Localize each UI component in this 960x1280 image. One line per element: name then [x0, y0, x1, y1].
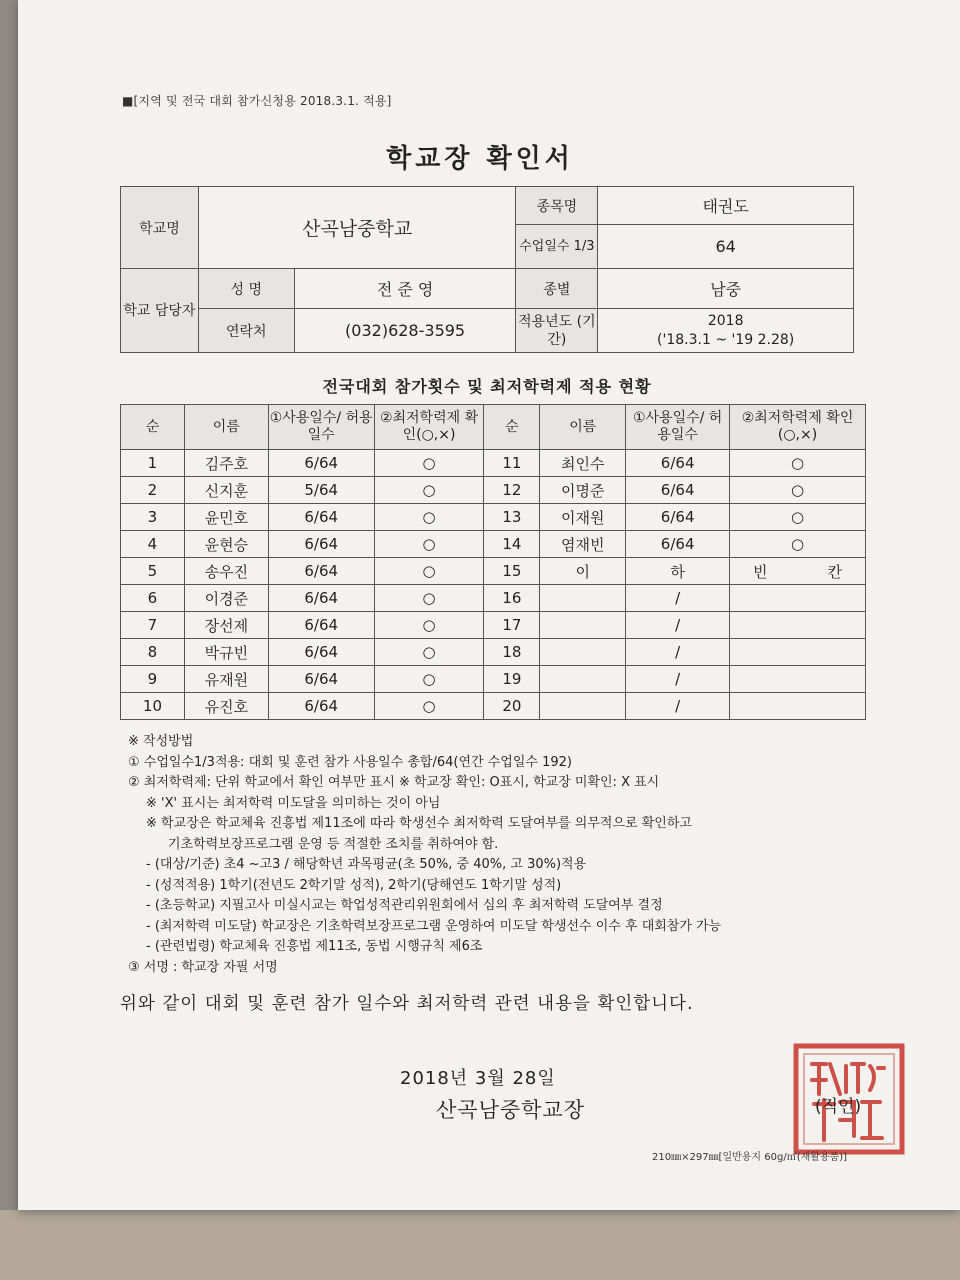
- note-line: - (대상/기준) 초4 ~고3 / 해당학년 과목평균(초 50%, 중 40%, 고 30%)적용: [146, 857, 587, 872]
- student-name: 박규빈: [184, 639, 268, 666]
- note-line: - (최저학력 미도달) 학교장은 기초학력보장프로그램 운영하여 미도달 학생선수 이수 후 대회참가 가능: [146, 918, 722, 934]
- note-line: ① 수업일수1/3적용: 대회 및 훈련 참가 사용일수 총합/64(연간 수업일수 192): [128, 754, 572, 770]
- school-name-label: 학교명: [121, 187, 199, 269]
- confirm-mark: ○: [374, 585, 484, 612]
- note-line: - (성적적용) 1학기(전년도 2학기말 성적), 2학기(당해연도 1학기말 성적): [146, 877, 562, 893]
- instructions: [128, 732, 888, 978]
- used-days: 6/64: [626, 504, 730, 531]
- staff-name: 전 준 영: [294, 269, 516, 309]
- row-no: 9: [121, 666, 185, 693]
- row-no: 4: [121, 531, 185, 558]
- table-row: [121, 585, 866, 612]
- note-line: ② 최저학력제: 단위 학교에서 확인 여부만 표시 ※ 학교장 확인: O표시, 학교장 미확인: X 표시: [128, 775, 660, 790]
- student-name: 유진호: [184, 693, 268, 720]
- confirm-mark: ○: [374, 639, 484, 666]
- row-no: 7: [121, 612, 185, 639]
- table-row: [121, 639, 866, 666]
- used-days: 6/64: [626, 450, 730, 477]
- student-name: [540, 666, 626, 693]
- confirm-mark: [730, 666, 866, 693]
- row-no: 8: [121, 639, 185, 666]
- table-row: [121, 477, 866, 504]
- note-line: - (초등학교) 지필고사 미실시교는 학업성적관리위원회에서 심의 후 최저학력 도달여부 결정: [146, 898, 663, 913]
- table-row: [121, 531, 866, 558]
- student-name: 김주호: [184, 450, 268, 477]
- row-no: 17: [484, 612, 540, 639]
- row-no: 2: [121, 477, 185, 504]
- gender-label: 종별: [516, 269, 598, 309]
- used-days: 6/64: [268, 585, 374, 612]
- row-no: 16: [484, 585, 540, 612]
- student-name: [540, 693, 626, 720]
- note-line: ※ 작성방법: [128, 734, 194, 749]
- confirm-mark: ○: [374, 558, 484, 585]
- roster-title: 전국대회 참가횟수 및 최저학력제 적용 현황: [322, 377, 652, 396]
- note-line: - (관련법령) 학교체육 진흥법 제11조, 동법 시행규칙 제6조: [146, 939, 483, 954]
- row-no: 13: [484, 504, 540, 531]
- student-name: [540, 639, 626, 666]
- confirm-mark: ○: [730, 477, 866, 504]
- used-days: 6/64: [268, 504, 374, 531]
- used-days: 6/64: [268, 558, 374, 585]
- confirm-mark: [730, 612, 866, 639]
- year-cell: [598, 309, 854, 353]
- school-info-table: [120, 186, 854, 353]
- school-days-value: 64: [598, 225, 854, 269]
- row-no: 12: [484, 477, 540, 504]
- confirm-mark: [730, 693, 866, 720]
- blank-note-char: 칸: [827, 562, 843, 581]
- confirm-mark: ○: [730, 531, 866, 558]
- period-value: ('18.3.1 ~ '19 2.28): [657, 331, 795, 348]
- table-row: [121, 612, 866, 639]
- used-days: 6/64: [626, 531, 730, 558]
- used-days: 6/64: [268, 612, 374, 639]
- staff-contact-label: 연락처: [198, 309, 294, 353]
- confirm-mark: ○: [730, 504, 866, 531]
- staff-contact: (032)628-3595: [294, 309, 516, 353]
- used-days: /: [626, 639, 730, 666]
- header-days-right: ①사용일수/ 허용일수: [626, 405, 730, 450]
- event-label: 종목명: [516, 187, 598, 225]
- row-no: 19: [484, 666, 540, 693]
- note-line: ※ 'X' 표시는 최저학력 미도달을 의미하는 것이 아님: [146, 795, 441, 811]
- table-row: [121, 666, 866, 693]
- used-days: 6/64: [268, 693, 374, 720]
- header-no-left: 순: [121, 405, 185, 450]
- used-days: 6/64: [268, 639, 374, 666]
- note-line: ③ 서명 : 학교장 자필 서명: [128, 959, 278, 975]
- gender-value: 남중: [598, 269, 854, 309]
- used-days: 5/64: [268, 477, 374, 504]
- confirm-mark: [730, 558, 866, 585]
- blank-note-char: 빈: [753, 562, 768, 581]
- student-name: 유재원: [184, 666, 268, 693]
- note-line: ※ 학교장은 학교체육 진흥법 제11조에 따라 학생선수 최저학력 도달여부를 의무적으로 확인하고: [146, 816, 692, 831]
- year-value: 2018: [707, 312, 744, 329]
- student-name: [540, 585, 626, 612]
- student-name: 송우진: [184, 558, 268, 585]
- used-days: /: [626, 612, 730, 639]
- school-name: 산곡남중학교: [198, 187, 516, 269]
- confirm-mark: ○: [374, 504, 484, 531]
- confirm-mark: ○: [374, 693, 484, 720]
- confirm-mark: ○: [374, 450, 484, 477]
- year-label: 적용년도 (기간): [516, 309, 598, 353]
- used-days: 6/64: [268, 531, 374, 558]
- document-date: 2018년 3월 28일: [400, 1068, 556, 1089]
- used-days: 6/64: [268, 450, 374, 477]
- table-row: [121, 693, 866, 720]
- used-days: /: [626, 666, 730, 693]
- student-name: 이재원: [540, 504, 626, 531]
- roster-table: [120, 404, 866, 720]
- header-note: ■[지역 및 전국 대회 참가신청용 2018.3.1. 적용]: [122, 94, 392, 108]
- note-line: 기초학력보장프로그램 운영 등 적절한 조치를 취하여야 함.: [168, 836, 499, 852]
- student-name: [540, 612, 626, 639]
- header-confirm-right: ②최저학력제 확인(○,×): [730, 405, 866, 450]
- staff-name-label: 성 명: [198, 269, 294, 309]
- row-no: 5: [121, 558, 185, 585]
- used-days: 6/64: [268, 666, 374, 693]
- student-name: 윤현승: [184, 531, 268, 558]
- used-days: 6/64: [626, 477, 730, 504]
- row-no: 6: [121, 585, 185, 612]
- confirmation-statement: 위와 같이 대회 및 훈련 참가 일수와 최저학력 관련 내용을 확인합니다.: [120, 994, 694, 1014]
- row-no: 18: [484, 639, 540, 666]
- event-value: 태권도: [598, 187, 854, 225]
- document-title: 학교장 확인서: [386, 144, 574, 174]
- seal-label: (직인): [815, 1097, 862, 1117]
- table-row: [121, 558, 866, 585]
- used-days: /: [626, 693, 730, 720]
- row-no: 1: [121, 450, 185, 477]
- row-no: 3: [121, 504, 185, 531]
- row-no: 11: [484, 450, 540, 477]
- header-name-left: 이름: [184, 405, 268, 450]
- header-confirm-left: ②최저학력제 확인(○,×): [374, 405, 484, 450]
- used-days: /: [626, 585, 730, 612]
- confirm-mark: [730, 585, 866, 612]
- confirm-mark: ○: [730, 450, 866, 477]
- row-no: 15: [484, 558, 540, 585]
- principal-title: 산곡남중학교장: [436, 1098, 586, 1122]
- paper-spec-footer: 210㎜×297㎜[일반용지 60g/㎡(재활용품)]: [652, 1152, 848, 1163]
- row-no: 14: [484, 531, 540, 558]
- confirm-mark: ○: [374, 666, 484, 693]
- table-row: [121, 450, 866, 477]
- student-name: 이명준: [540, 477, 626, 504]
- staff-group-label: 학교 담당자: [121, 269, 199, 353]
- header-name-right: 이름: [540, 405, 626, 450]
- header-days-left: ①사용일수/ 허용일수: [268, 405, 374, 450]
- used-days: 하: [626, 558, 730, 585]
- school-days-label: 수업일수 1/3: [516, 225, 598, 269]
- student-name: 이: [540, 558, 626, 585]
- header-no-right: 순: [484, 405, 540, 450]
- confirm-mark: ○: [374, 612, 484, 639]
- student-name: 염재빈: [540, 531, 626, 558]
- background-desk: [0, 1210, 960, 1280]
- student-name: 장선제: [184, 612, 268, 639]
- confirm-mark: ○: [374, 477, 484, 504]
- student-name: 이경준: [184, 585, 268, 612]
- table-row: [121, 504, 866, 531]
- student-name: 윤민호: [184, 504, 268, 531]
- confirm-mark: ○: [374, 531, 484, 558]
- row-no: 10: [121, 693, 185, 720]
- student-name: 최인수: [540, 450, 626, 477]
- confirm-mark: [730, 639, 866, 666]
- row-no: 20: [484, 693, 540, 720]
- student-name: 신지훈: [184, 477, 268, 504]
